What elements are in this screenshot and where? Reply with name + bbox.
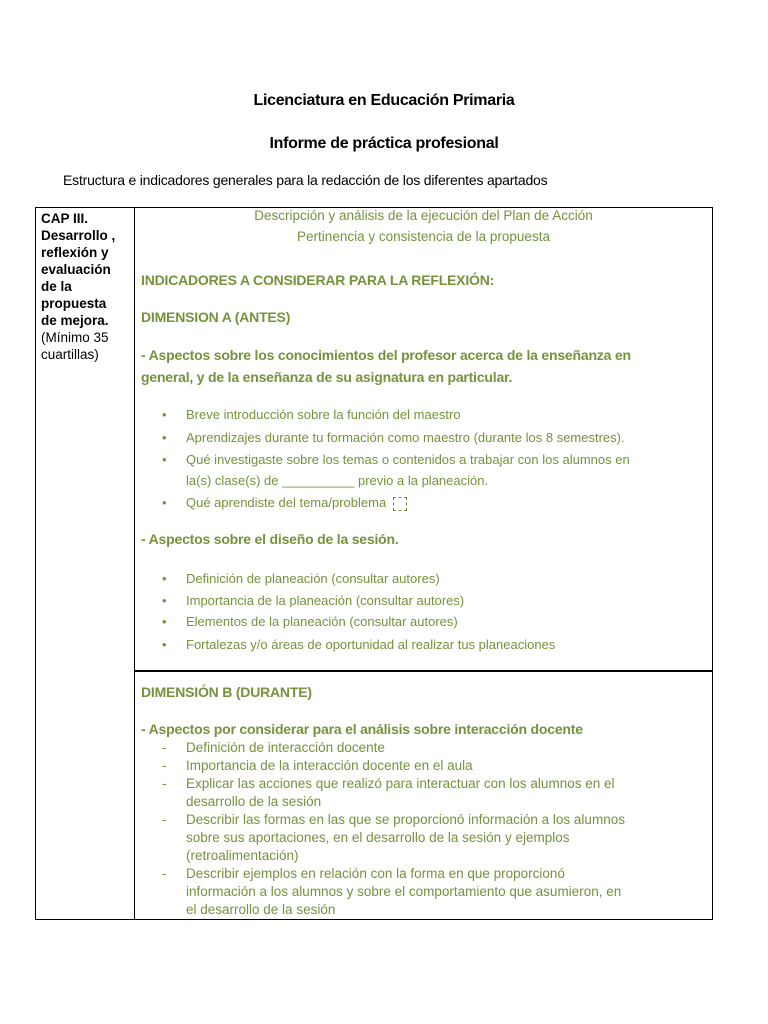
dash-continuation: (retroalimentación) [186,848,299,863]
bullet-item: • Qué investigaste sobre los temas o contenidos a trabajar con los alumnos en [186,449,630,470]
bullet-item: • Breve introducción sobre la función del maestro [186,404,461,425]
dash-item: - Importancia de la interacción docente en el aula [186,757,716,775]
chapter-line: de la [41,279,72,294]
section-header-line: Pertinencia y consistencia de la propuesta [297,229,550,244]
chapter-line: evaluación [41,262,111,277]
chapter-line: de mejora. [41,313,109,328]
dash-item: - Definición de interacción docente [186,739,716,757]
chapter-line: propuesta [41,296,107,311]
dash-item: - Describir ejemplos en relación con la forma en que proporcionó [186,865,716,883]
dash-continuation: desarrollo de la sesión [186,794,322,809]
chapter-line: Desarrollo , [41,228,116,243]
row-divider [134,670,712,672]
dash-item: - Explicar las acciones que realizó para interactuar con los alumnos en el [186,775,716,793]
chapter-line: reflexión y [41,245,109,260]
chapter-line: CAP III. [41,211,89,226]
indicators-table [35,207,713,920]
aspect-heading: - Aspectos por considerar para el análisis sobre interacción docente [141,721,583,737]
chapter-note: (Mínimo 35 [41,330,109,345]
dash-continuation: el desarrollo de la sesión [186,902,336,917]
dash-item: - Describir las formas en las que se proporcionó información a los alumnos [186,811,716,829]
dash-continuation: información a los alumnos y sobre el comportamiento que asumieron, en [186,884,622,899]
document-title: Licenciatura en Educación Primaria [253,92,515,109]
aspect-heading: - Aspectos sobre el diseño de la sesión. [141,531,399,547]
bullet-text: Qué aprendiste del tema/problema [186,495,387,510]
chapter-cell [41,210,131,363]
document-subtitle: Informe de práctica profesional [269,135,499,152]
section-header-line: Descripción y análisis de la ejecución del Plan de Acción [254,208,593,223]
structure-heading: Estructura e indicadores generales para la redacción de los diferentes apartados [63,172,548,188]
bullet-item: • Fortalezas y/o áreas de oportunidad al realizar tus planeaciones [186,634,555,655]
glyph-icon [393,497,407,511]
bullet-item: • Definición de planeación (consultar autores) [186,568,440,589]
dimension-b-title: DIMENSIÓN B (DURANTE) [141,684,312,700]
bullet-item: • Importancia de la planeación (consultar autores) [186,590,464,611]
bullet-item: • Aprendizajes durante tu formación como maestro (durante los 8 semestres). [186,427,625,448]
aspect-heading: general, y de la enseñanza de su asignatura en particular. [141,369,513,385]
dash-continuation: sobre sus aportaciones, en el desarrollo de la sesión y ejemplos [186,830,570,845]
chapter-note: cuartillas) [41,347,99,362]
aspect-heading: - Aspectos sobre los conocimientos del profesor acerca de la enseñanza en [141,347,631,363]
bullet-item: • Elementos de la planeación (consultar autores) [186,611,458,632]
bullet-continuation: la(s) clase(s) de __________ previo a la planeación. [186,473,489,488]
column-divider [134,208,135,919]
dimension-a-title: DIMENSION A (ANTES) [141,309,291,325]
bullet-item [186,492,407,513]
indicators-heading: INDICADORES A CONSIDERAR PARA LA REFLEXIÓN: [141,272,495,288]
